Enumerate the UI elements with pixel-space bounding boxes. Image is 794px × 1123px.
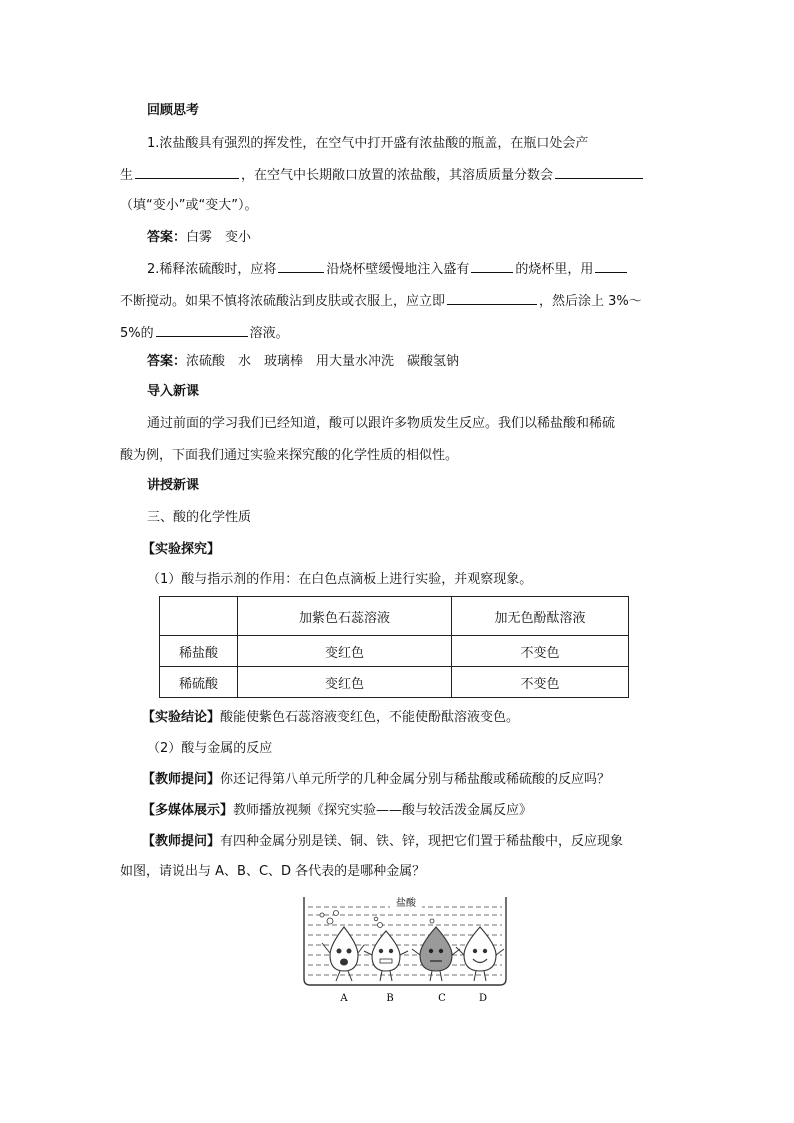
conclusion <box>142 708 519 728</box>
experiment-label: 【实验探究】 <box>142 542 221 557</box>
q2-line2 <box>120 290 642 312</box>
beaker-label: 盐酸 <box>396 898 416 909</box>
beaker-figure <box>300 893 520 1005</box>
q2-line3-a: 5%的 <box>120 326 154 341</box>
section-title: 三、酸的化学性质 <box>147 510 252 525</box>
q2-line1-c: 的烧杯里，用 <box>515 262 594 277</box>
table-header-cell <box>160 597 238 636</box>
q2-blank-4[interactable] <box>447 290 537 305</box>
teacher-question-1 <box>142 770 610 790</box>
q1-line1: 1.浓盐酸具有强烈的挥发性，在空气中打开盛有浓盐酸的瓶盖，在瓶口处会产 <box>147 136 589 151</box>
table-cell: 稀盐酸 <box>160 636 238 667</box>
intro-text-2: 酸为例，下面我们通过实验来探究酸的化学性质的相似性。 <box>120 448 459 463</box>
table-cell: 不变色 <box>452 667 629 698</box>
teacher-question-1-label: 【教师提问】 <box>142 772 221 787</box>
q2-line3-b: 溶液。 <box>249 326 289 341</box>
q1-blank-2[interactable] <box>555 164 643 179</box>
answer-2-text: 浓硫酸 水 玻璃棒 用大量水冲洗 碳酸氢钠 <box>186 354 460 369</box>
metal-b-icon <box>364 917 408 981</box>
q1-line2-start: 生 <box>120 168 134 183</box>
q2-line1-a: 2.稀释浓硫酸时，应将 <box>147 262 277 277</box>
figure-label-b: B <box>386 993 394 1004</box>
q2-blank-2[interactable] <box>471 258 513 273</box>
table-row <box>160 667 629 698</box>
conclusion-label: 【实验结论】 <box>142 710 221 725</box>
media-display-label: 【多媒体展示】 <box>142 803 234 818</box>
answer-1-label: 答案： <box>147 230 187 245</box>
answer-1-text: 白雾 变小 <box>186 230 252 245</box>
table-cell: 变红色 <box>238 667 452 698</box>
q2-line2-a: 不断搅动。如果不慎将浓硫酸沾到皮肤或衣服上，应立即 <box>120 294 446 309</box>
table-cell: 变红色 <box>238 636 452 667</box>
q2-blank-5[interactable] <box>156 322 248 337</box>
lesson-heading: 讲授新课 <box>147 478 200 493</box>
q2-blank-1[interactable] <box>278 258 324 273</box>
table-header-cell: 加无色酚酞溶液 <box>452 597 629 636</box>
table-header-row <box>160 597 629 636</box>
q1-line2-mid: ，在空气中长期敞口放置的浓盐酸，其溶质质量分数会 <box>241 168 554 183</box>
indicator-table <box>159 596 629 698</box>
q2-blank-3[interactable] <box>595 258 627 273</box>
review-heading: 回顾思考 <box>147 103 200 118</box>
q1-line3: （填“变小”或“变大”）。 <box>120 198 258 213</box>
teacher-question-1-text: 你还记得第八单元所学的几种金属分别与稀盐酸或稀硫酸的反应吗？ <box>220 772 611 787</box>
media-display <box>142 801 532 821</box>
metal-a-icon <box>320 911 364 982</box>
teacher-question-2-label: 【教师提问】 <box>142 834 221 849</box>
item-1: （1）酸与指示剂的作用：在白色点滴板上进行实验，并观察现象。 <box>147 572 533 587</box>
table-row <box>160 636 629 667</box>
metal-c-icon <box>412 919 460 981</box>
media-display-text: 教师播放视频《探究实验——酸与较活泼金属反应》 <box>233 803 533 818</box>
figure-label-d: D <box>478 993 488 1004</box>
intro-heading: 导入新课 <box>147 384 200 399</box>
teacher-question-2-text: 有四种金属分别是镁、铜、铁、锌，现把它们置于稀盐酸中，反应现象 <box>220 834 624 849</box>
teacher-question-2-cont: 如图，请说出与 A、B、C、D 各代表的是哪种金属？ <box>120 864 426 879</box>
q1-line2 <box>120 164 645 186</box>
table-header-cell: 加紫色石蕊溶液 <box>238 597 452 636</box>
figure-label-a: A <box>340 993 348 1004</box>
answer-2-label: 答案： <box>147 354 187 369</box>
q2-line3 <box>120 322 289 344</box>
table-cell: 不变色 <box>452 636 629 667</box>
intro-text-1: 通过前面的学习我们已经知道，酸可以跟许多物质发生反应。我们以稀盐酸和稀硫 <box>147 416 616 431</box>
table-cell: 稀硫酸 <box>160 667 238 698</box>
answer-2 <box>147 352 459 372</box>
item-2: （2）酸与金属的反应 <box>147 741 273 756</box>
answer-1 <box>147 228 251 248</box>
q1-blank-1[interactable] <box>135 164 239 179</box>
q2-line1-b: 沿烧杯壁缓慢地注入盛有 <box>326 262 470 277</box>
conclusion-text: 酸能使紫色石蕊溶液变红色，不能使酚酞溶液变色。 <box>220 710 520 725</box>
q2-line2-b: ，然后涂上 3%～ <box>539 294 642 309</box>
teacher-question-2 <box>142 832 623 852</box>
q2-line1 <box>147 258 629 280</box>
figure-label-c: C <box>438 993 446 1004</box>
